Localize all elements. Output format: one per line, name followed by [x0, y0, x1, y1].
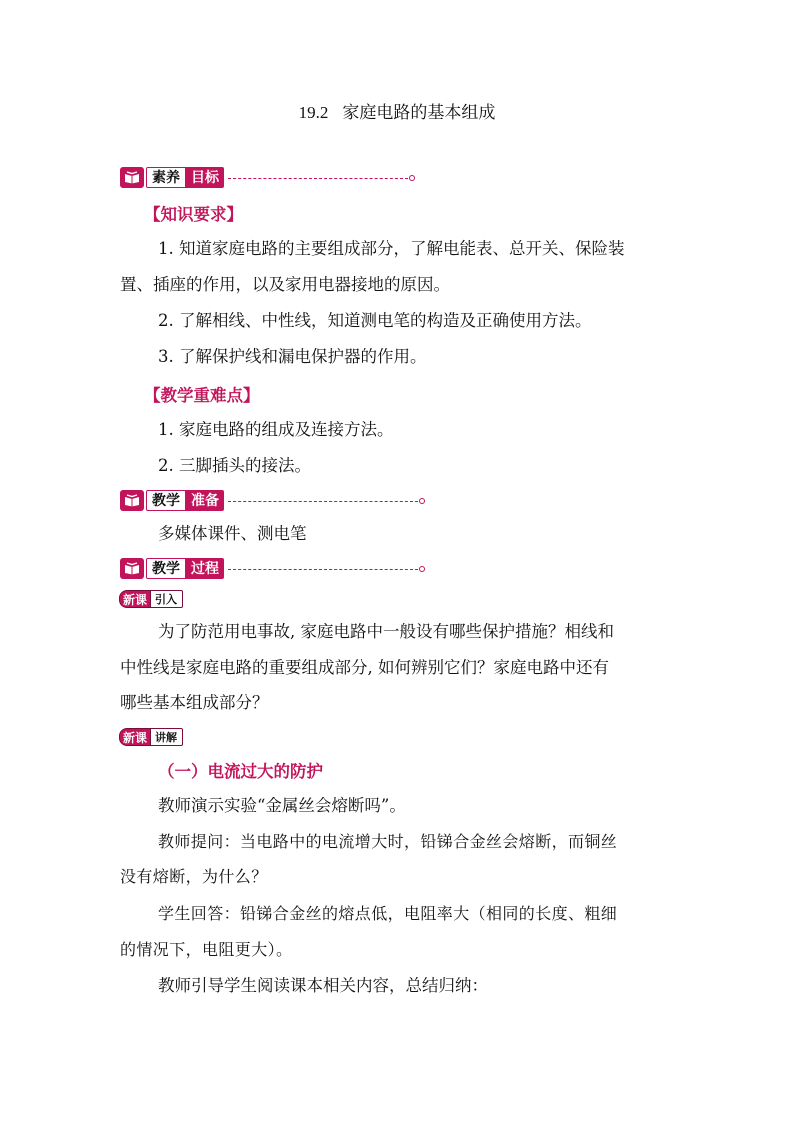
tag-label-part1: 新课 — [119, 590, 151, 608]
dashed-divider — [228, 569, 418, 570]
divider-end-dot — [419, 566, 425, 572]
intro-line-3: 哪些基本组成部分？ — [120, 693, 269, 712]
body-line-6: 教师引导学生阅读课本相关内容，总结归纳： — [158, 976, 488, 995]
section-header-process — [120, 557, 425, 579]
tag-intro — [119, 589, 183, 609]
section-label-part2: 目标 — [186, 167, 224, 188]
divider-end-dot — [409, 175, 415, 181]
tag-label-part2: 引入 — [151, 590, 183, 608]
book-icon — [120, 558, 144, 579]
heading-keypoints: 【教学重难点】 — [144, 386, 260, 405]
divider-end-dot — [419, 498, 425, 504]
heading-knowledge: 【知识要求】 — [144, 205, 243, 224]
section-header-prep — [120, 489, 425, 511]
dashed-divider — [228, 178, 408, 179]
knowledge-line-4: 3. 了解保护线和漏电保护器的作用。 — [158, 347, 427, 366]
intro-line-1: 为了防范用电事故, 家庭电路中一般设有哪些保护措施？相线和 — [158, 622, 614, 641]
page-title — [0, 98, 794, 123]
intro-line-2: 中性线是家庭电路的重要组成部分, 如何辨别它们？家庭电路中还有 — [120, 658, 609, 677]
section-label-part1: 素养 — [146, 167, 186, 188]
keypoint-line-2: 2. 三脚插头的接法。 — [158, 456, 311, 475]
section-label-part2: 准备 — [186, 490, 224, 511]
knowledge-line-2: 置、插座的作用，以及家用电器接地的原因。 — [120, 275, 450, 294]
heading-part1: （一）电流过大的防护 — [158, 762, 323, 781]
section-title: 家庭电路的基本组成 — [342, 103, 496, 123]
section-label-part1: 教学 — [146, 490, 186, 511]
body-line-1: 教师演示实验“金属丝会熔断吗”。 — [158, 796, 406, 815]
section-header-goals — [120, 166, 415, 188]
body-line-2: 教师提问：当电路中的电流增大时，铅锑合金丝会熔断，而铜丝 — [158, 832, 618, 851]
body-line-3: 没有熔断，为什么？ — [120, 867, 268, 886]
tag-label-part1: 新课 — [119, 728, 151, 746]
keypoint-line-1: 1. 家庭电路的组成及连接方法。 — [158, 420, 394, 439]
book-icon — [120, 490, 144, 511]
knowledge-line-3: 2. 了解相线、中性线，知道测电笔的构造及正确使用方法。 — [158, 311, 592, 330]
tag-label-part2: 讲解 — [151, 728, 183, 746]
tag-explain — [119, 727, 183, 747]
dashed-divider — [228, 501, 418, 502]
book-icon — [120, 167, 144, 188]
section-number: 19.2 — [298, 103, 329, 122]
prep-text: 多媒体课件、测电笔 — [158, 524, 307, 543]
section-label-part1: 教学 — [146, 558, 186, 579]
knowledge-line-1: 1. 知道家庭电路的主要组成部分，了解电能表、总开关、保险装 — [158, 239, 625, 258]
body-line-5: 的情况下，电阻更大）。 — [120, 940, 293, 959]
section-label-part2: 过程 — [186, 558, 224, 579]
body-line-4: 学生回答：铅锑合金丝的熔点低，电阻率大（相同的长度、粗细 — [158, 904, 618, 923]
